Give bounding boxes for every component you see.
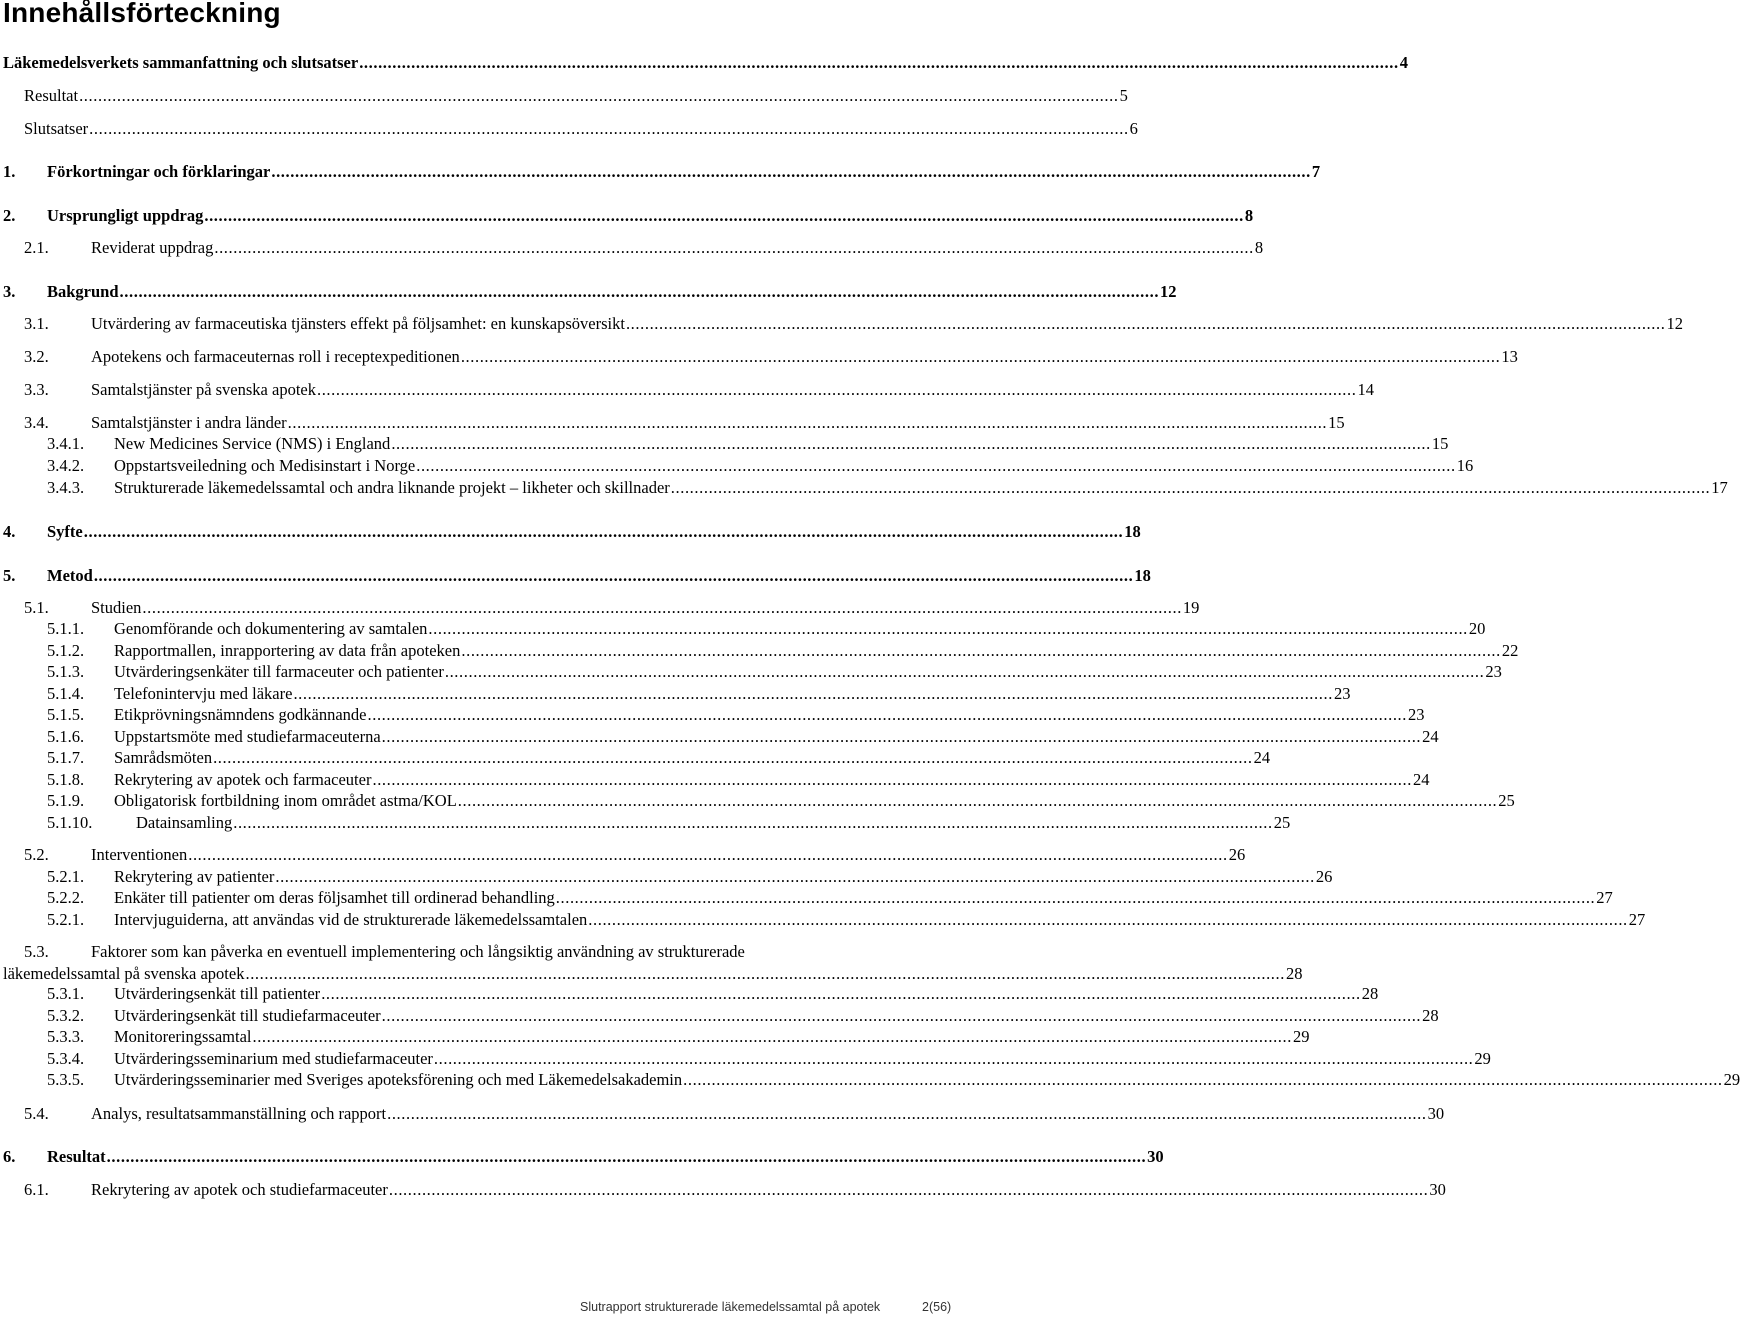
toc-entry-page: 25 [1498,791,1515,810]
toc-entry[interactable] [47,748,1271,770]
toc-entry-title: Utvärdering av farmaceutiska tjänsters effekt på följsamhet: en kunskapsöversikt [91,314,625,333]
toc-entry[interactable] [3,942,1303,986]
toc-entry[interactable] [3,522,1141,544]
dot-leader: ............................................................................................................................................................................................................................ [83,522,1124,541]
toc-entry-title: Etikprövningsnämndens godkännande [114,705,367,724]
toc-entry-row [114,434,1449,456]
dot-leader: ............................................................................................................................................................................................................................ [188,845,1228,864]
dot-leader: ............................................................................................................................................................................................................................ [460,347,1501,366]
toc-entry-row [91,598,1200,620]
dot-leader: ............................................................................................................................................................................................................................ [89,119,1129,138]
toc-entry-number: 5.1.3. [47,662,85,681]
toc-entry-number: 3.1. [24,314,49,333]
toc-entry-title: Slutsatser [24,119,89,138]
toc-entry-title: Datainsamling [136,813,233,832]
dot-leader: ............................................................................................................................................................................................................................ [316,380,1357,399]
toc-entry-page: 12 [1160,282,1177,301]
toc-entry-number: 5.1.6. [47,727,85,746]
toc-entry-row [114,1070,1740,1092]
toc-entry-page: 23 [1333,684,1351,703]
toc-entry-page: 29 [1723,1070,1740,1089]
toc-entry[interactable] [47,684,1351,706]
toc-entry-page: 23 [1408,705,1425,724]
dot-leader: ............................................................................................................................................................................................................................ [555,888,1596,907]
toc-entry[interactable] [47,867,1333,889]
dot-leader: ............................................................................................................................................................................................................................ [142,598,1182,617]
toc-entry[interactable] [24,314,1683,336]
toc-entry-page: 20 [1468,619,1486,638]
toc-entry-page: 23 [1485,662,1502,681]
toc-entry-page: 12 [1666,314,1683,333]
toc-entry-row [91,314,1683,336]
toc-entry-title: Utvärderingsenkät till patienter [114,984,321,1003]
toc-entry-number: 5. [3,566,16,585]
toc-entry-row [114,727,1439,749]
toc-entry-title: Uppstartsmöte med studiefarmaceuterna [114,727,381,746]
toc-entry-second-line [3,964,1303,986]
toc-entry-title: Studien [91,598,142,617]
toc-entry-title: Resultat [47,1147,106,1166]
dot-leader: ............................................................................................................................................................................................................................ [670,478,1711,497]
dot-leader: ............................................................................................................................................................................................................................ [625,314,1666,333]
dot-leader: ............................................................................................................................................................................................................................ [367,705,1407,724]
toc-entry-row [114,684,1351,706]
dot-leader: ............................................................................................................................................................................................................................ [588,910,1628,929]
toc-entry-row [47,162,1321,184]
toc-entry-row [114,456,1474,478]
toc-entry-number: 5.1.5. [47,705,85,724]
toc-entry-title: Analys, resultatsammanställning och rapport [91,1104,387,1123]
dot-leader: ............................................................................................................................................................................................................................ [204,206,1244,225]
footer-report-title: Slutrapport strukturerade läkemedelssamtal på apotek [580,1300,881,1314]
toc-entry-page: 15 [1431,434,1449,453]
toc-entry-row [114,770,1430,792]
toc-entry-page: 26 [1315,867,1333,886]
toc-entry-number: 3.4. [24,413,49,432]
toc-entry-number: 3.3. [24,380,49,399]
toc-entry[interactable] [24,380,1374,402]
toc-entry-title: Reviderat uppdrag [91,238,214,257]
toc-entry-row [114,1006,1439,1028]
toc-entry-page: 16 [1456,456,1474,475]
toc-entry[interactable] [24,1180,1446,1202]
toc-entry-row [114,619,1486,641]
toc-entry-row [24,119,1138,141]
toc-entry-number: 3.4.3. [47,478,85,497]
toc-entry-number: 5.3.5. [47,1070,85,1089]
toc-entry-page: 14 [1357,380,1374,399]
toc-entry-title: Samrådsmöten [114,748,213,767]
toc-entry-number: 3.2. [24,347,49,366]
toc-entry-row [114,748,1271,770]
toc-entry-number: 5.1.4. [47,684,85,703]
toc-entry[interactable] [47,434,1449,456]
toc-entry[interactable] [47,662,1502,684]
toc-entry-row [91,238,1264,260]
dot-leader: ............................................................................................................................................................................................................................ [359,53,1399,72]
toc-entry-page: 30 [1429,1180,1446,1199]
dot-leader: ............................................................................................................................................................................................................................ [372,770,1412,789]
toc-entry[interactable] [3,1147,1164,1169]
toc-entry-title: Bakgrund [47,282,119,301]
toc-entry-page: 8 [1254,238,1264,257]
toc-entry[interactable] [47,1027,1310,1049]
toc-entry[interactable] [47,791,1515,813]
toc-entry-row [47,282,1177,304]
toc-entry-title: Utvärderingsseminarier med Sveriges apoteksförening och med Läkemedelsakademin [114,1070,683,1089]
toc-entry-row [3,53,1408,75]
toc-entry-number: 5.2.1. [47,910,85,929]
toc-entry-title: Resultat [24,86,79,105]
toc-entry-title: Utvärderingsseminarium med studiefarmaceuter [114,1049,433,1068]
toc-entry-number: 1. [3,162,16,181]
toc-entry-number: 5.1.9. [47,791,85,810]
toc-entry-title: Utvärderingsenkät till studiefarmaceuter [114,1006,381,1025]
toc-entry-page: 26 [1228,845,1246,864]
toc-entry-title: Telefonintervju med läkare [114,684,293,703]
toc-entry-title: Läkemedelsverkets sammanfattning och slutsatser [3,53,359,72]
toc-entry[interactable] [47,984,1379,1006]
toc-entry-number: 5.2.1. [47,867,85,886]
toc-entry-row [114,705,1425,727]
dot-leader: ............................................................................................................................................................................................................................ [461,641,1501,660]
dot-leader: ............................................................................................................................................................................................................................ [93,566,1134,585]
toc-entry-row [47,566,1151,588]
toc-entry[interactable] [24,598,1200,620]
toc-entry[interactable] [47,456,1474,478]
toc-entry-title: Faktorer som kan påverka en eventuell implementering och långsiktig användning av strukturerade [91,942,745,961]
toc-entry-number: 5.1.1. [47,619,85,638]
toc-entry-number: 5.3. [24,942,49,961]
toc-entry[interactable] [47,888,1613,910]
toc-entry-number: 5.3.2. [47,1006,85,1025]
toc-entry-title: Oppstartsveiledning och Medisinstart i Norge [114,456,416,475]
toc-entry-row [91,1180,1446,1202]
toc-entry-row [47,1147,1164,1169]
toc-entry-page: 19 [1182,598,1200,617]
toc-entry[interactable] [3,566,1151,588]
toc-entry[interactable] [47,1070,1740,1092]
toc-entry-row [47,522,1141,544]
toc-entry-title: Syfte [47,522,83,541]
dot-leader: ............................................................................................................................................................................................................................ [214,238,1254,257]
toc-entry[interactable] [47,727,1439,749]
toc-entry[interactable] [47,478,1728,500]
toc-entry-row [47,206,1254,228]
dot-leader: ............................................................................................................................................................................................................................ [416,456,1456,475]
dot-leader: ............................................................................................................................................................................................................................ [381,727,1422,746]
toc-entry-row [91,413,1345,435]
toc-entry-number: 5.2. [24,845,49,864]
toc-entry-title: Ursprungligt uppdrag [47,206,204,225]
toc-entry-row [114,1049,1491,1071]
toc-entry-row [91,1104,1445,1126]
dot-leader: ............................................................................................................................................................................................................................ [457,791,1498,810]
toc-entry-title: Förkortningar och förklaringar [47,162,271,181]
toc-entry-number: 4. [3,522,16,541]
toc-entry[interactable] [47,641,1519,663]
toc-entry-page: 29 [1474,1049,1491,1068]
toc-entry-number: 5.4. [24,1104,49,1123]
toc-entry[interactable] [0,53,1408,75]
toc-entry-page: 30 [1427,1104,1445,1123]
toc-entry-title: Samtalstjänster i andra länder [91,413,287,432]
toc-entry-page: 18 [1124,522,1141,541]
toc-entry-title: Enkäter till patienter om deras följsamhet till ordinerad behandling [114,888,555,907]
dot-leader: ............................................................................................................................................................................................................................ [387,1104,1427,1123]
toc-entry-title: Genomförande och dokumentering av samtalen [114,619,428,638]
toc-entry-page: 13 [1501,347,1518,366]
toc-entry-page: 29 [1292,1027,1310,1046]
toc-entry-page: 4 [1399,53,1408,72]
toc-entry[interactable] [47,619,1486,641]
dot-leader: ............................................................................................................................................................................................................................ [245,964,1285,983]
dot-leader: ............................................................................................................................................................................................................................ [213,748,1253,767]
toc-entry[interactable] [47,1049,1491,1071]
toc-entry-number: 3. [3,282,16,301]
toc-entry-page: 17 [1711,478,1728,497]
toc-entry-title: Obligatorisk fortbildning inom området astma/KOL [114,791,457,810]
toc-entry-row [24,86,1128,108]
toc-entry-number: 6. [3,1147,16,1166]
toc-entry[interactable] [47,705,1425,727]
toc-entry-row [114,791,1515,813]
dot-leader: ............................................................................................................................................................................................................................ [119,282,1160,301]
toc-entry-number: 5.1.10. [47,813,93,832]
toc-entry-page: 24 [1422,727,1439,746]
toc-entry-page: 6 [1129,119,1138,138]
toc-entry-page: 27 [1628,910,1646,929]
toc-entry-title: Rekrytering av apotek och farmaceuter [114,770,372,789]
dot-leader: ............................................................................................................................................................................................................................ [321,984,1361,1003]
dot-leader: ............................................................................................................................................................................................................................ [388,1180,1429,1199]
toc-entry-page: 7 [1311,162,1321,181]
toc-entry-number: 2. [3,206,16,225]
toc-entry-row [114,910,1646,932]
toc-entry-page: 22 [1501,641,1519,660]
toc-entry[interactable] [47,770,1430,792]
toc-entry-page: 28 [1361,984,1379,1003]
toc-entry[interactable] [47,813,1291,835]
dot-leader: ............................................................................................................................................................................................................................ [683,1070,1723,1089]
toc-entry[interactable] [0,119,1138,141]
toc-entry[interactable] [47,1006,1439,1028]
toc-entry-number: 6.1. [24,1180,49,1199]
toc-entry[interactable] [24,413,1345,435]
toc-entry-page: 28 [1422,1006,1439,1025]
toc-entry-number: 5.3.1. [47,984,85,1003]
toc-entry-row [114,478,1728,500]
toc-entry-title: Utvärderingsenkäter till farmaceuter och patienter [114,662,444,681]
toc-entry[interactable] [24,347,1518,369]
toc-entry-number: 5.2.2. [47,888,85,907]
toc-entry-row [114,641,1519,663]
toc-entry[interactable] [24,845,1246,867]
dot-leader: ............................................................................................................................................................................................................................ [271,162,1311,181]
dot-leader: ............................................................................................................................................................................................................................ [391,434,1431,453]
toc-entry-title: Rekrytering av patienter [114,867,275,886]
toc-entry-row [114,662,1502,684]
dot-leader: ............................................................................................................................................................................................................................ [293,684,1333,703]
dot-leader: ............................................................................................................................................................................................................................ [381,1006,1422,1025]
toc-entry-page: 15 [1328,413,1345,432]
toc-entry-row [91,845,1246,867]
toc-entry-page: 8 [1244,206,1254,225]
toc-entry-row [114,1027,1310,1049]
toc-entry-page: 28 [1285,964,1303,983]
toc-entry-title: Apotekens och farmaceuternas roll i receptexpeditionen [91,347,460,366]
toc-entry-row [91,347,1518,369]
dot-leader: ............................................................................................................................................................................................................................ [252,1027,1292,1046]
toc-entry-title: Interventionen [91,845,188,864]
toc-entry-title: Strukturerade läkemedelssamtal och andra liknande projekt – likheter och skillnader [114,478,670,497]
dot-leader: ............................................................................................................................................................................................................................ [79,86,1119,105]
toc-entry-number: 5.1.8. [47,770,85,789]
dot-leader: ............................................................................................................................................................................................................................ [444,662,1485,681]
toc-entry-page: 27 [1596,888,1613,907]
toc-entry[interactable] [24,238,1264,260]
toc-entry-number: 2.1. [24,238,49,257]
toc-entry-title-continued: läkemedelssamtal på svenska apotek [3,964,245,983]
toc-entry-row [136,813,1291,835]
dot-leader: ............................................................................................................................................................................................................................ [106,1147,1147,1166]
toc-entry-title: Rapportmallen, inrapportering av data från apoteken [114,641,461,660]
toc-entry[interactable] [3,206,1254,228]
dot-leader: ............................................................................................................................................................................................................................ [233,813,1273,832]
toc-entry-title: Samtalstjänster på svenska apotek [91,380,316,399]
toc-entry-page: 24 [1412,770,1430,789]
dot-leader: ............................................................................................................................................................................................................................ [275,867,1315,886]
toc-entry-page: 24 [1253,748,1271,767]
toc-entry-row [91,380,1374,402]
toc-entry[interactable] [3,162,1321,184]
toc-entry-page: 5 [1119,86,1128,105]
toc-entry-number: 3.4.1. [47,434,85,453]
toc-entry-title: Intervjuguiderna, att användas vid de strukturerade läkemedelssamtalen [114,910,588,929]
toc-entry-number: 5.1.2. [47,641,85,660]
toc-entry-row [114,984,1379,1006]
toc-entry-page: 30 [1147,1147,1164,1166]
toc-entry-row [114,888,1613,910]
toc-entry-title: Metod [47,566,93,585]
toc-entry-title: New Medicines Service (NMS) i England [114,434,391,453]
toc-entry-page: 25 [1273,813,1291,832]
page-title: Innehållsförteckning [3,0,281,28]
footer-page-number: 2(56) [922,1300,952,1314]
toc-entry-row [114,867,1333,889]
toc-entry-title: Rekrytering av apotek och studiefarmaceuter [91,1180,388,1199]
toc-entry[interactable] [24,1104,1445,1126]
toc-entry[interactable] [3,282,1177,304]
toc-entry-page: 18 [1134,566,1151,585]
toc-entry-number: 3.4.2. [47,456,85,475]
toc-entry-number: 5.1.7. [47,748,85,767]
toc-entry-title: Monitoreringssamtal [114,1027,252,1046]
dot-leader: ............................................................................................................................................................................................................................ [287,413,1328,432]
toc-entry-number: 5.1. [24,598,49,617]
dot-leader: ............................................................................................................................................................................................................................ [428,619,1468,638]
toc-entry-number: 5.3.4. [47,1049,85,1068]
toc-entry-number: 5.3.3. [47,1027,85,1046]
dot-leader: ............................................................................................................................................................................................................................ [433,1049,1474,1068]
toc-entry[interactable] [0,86,1128,108]
toc-entry[interactable] [47,910,1646,932]
